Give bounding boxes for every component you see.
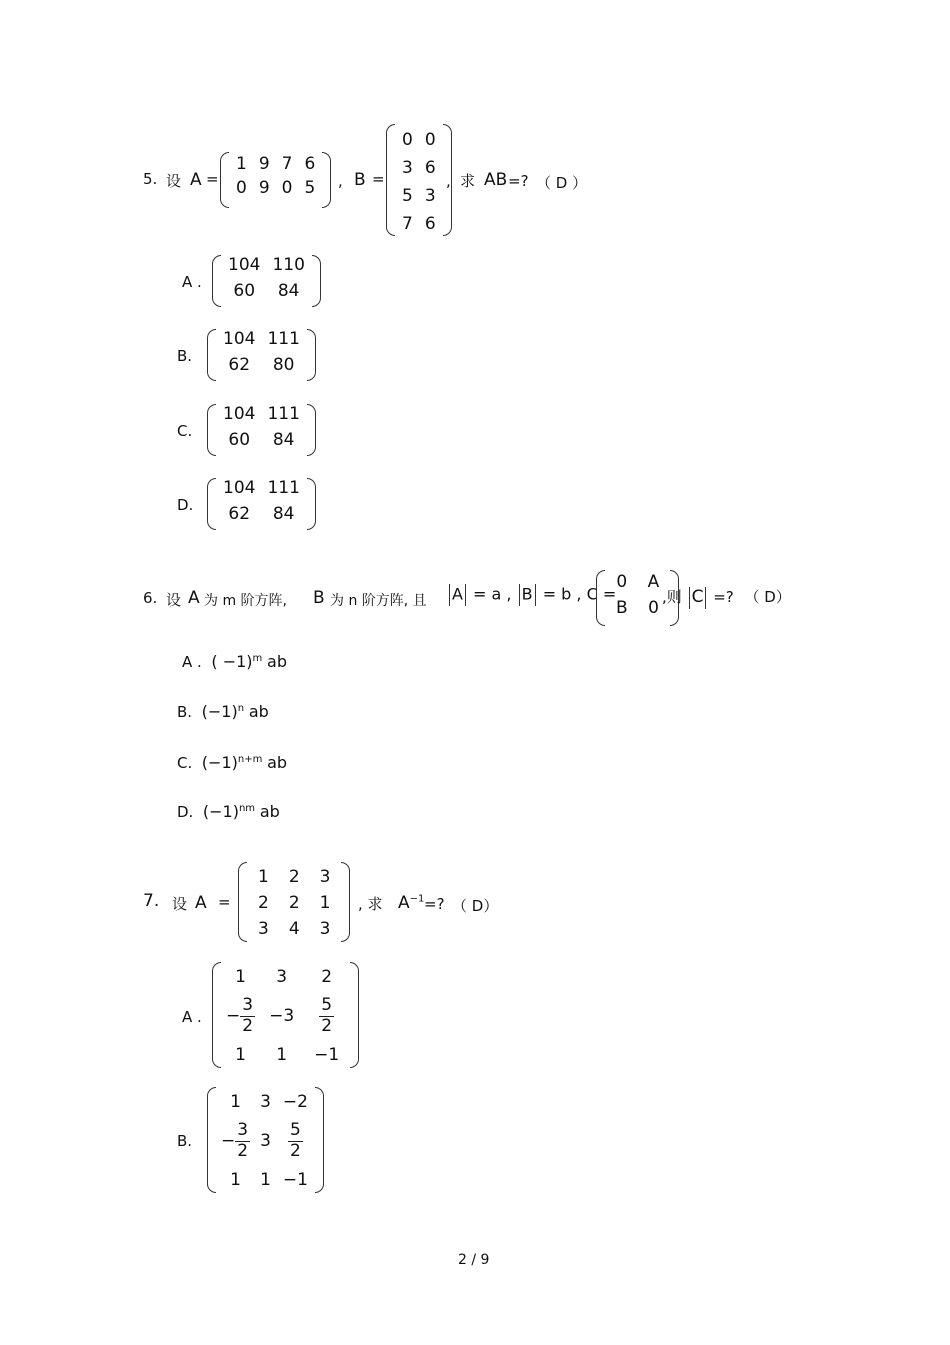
q5-ab: AB: [484, 170, 508, 190]
q6-number: 6.: [143, 589, 158, 607]
q6-option-b: [177, 702, 269, 721]
q5-option-d-label: D.: [177, 496, 194, 514]
q7-option-a-label: A .: [182, 1008, 202, 1026]
q5-answer: （ D ）: [536, 174, 588, 192]
q5-option-d-matrix: 104 111 62 84: [207, 478, 316, 530]
q6-option-d-base: (−1): [202, 802, 239, 821]
q6-eq-a: = a ,: [473, 584, 512, 604]
q6-option-b-exp: n: [237, 703, 245, 714]
q7-option-a-matrix: 1 3 2 − $\frac{3}{2}$ −3 $\frac{5}{2}$ 1 1 −1: [212, 962, 359, 1068]
q5-option-a-label: A .: [182, 273, 202, 291]
page-number: 2 / 9: [458, 1252, 490, 1268]
q5-eq: =: [206, 170, 219, 188]
q7-inv: [398, 893, 424, 913]
q7-answer: （ D）: [452, 897, 499, 915]
q6-option-d-exp: nm: [238, 803, 256, 814]
q7-a-label: A: [195, 893, 207, 913]
q6-option-a-rest: ab: [267, 652, 288, 671]
q5-eq-b: =: [372, 170, 385, 188]
q6-option-c-base: (−1): [201, 753, 238, 772]
q6-abs-a-letter: A: [452, 584, 463, 604]
q5-option-c-matrix: 104 111 60 84: [207, 404, 316, 456]
q7-tail: =?: [424, 895, 445, 913]
q7-option-b-matrix: 1 3 −2 − $\frac{3}{2}$ 3 $\frac{5}{2}$ 1 1 −1: [207, 1087, 324, 1193]
q6-a-label: A: [188, 588, 200, 608]
q6-she: 设: [166, 591, 182, 609]
q7-matrix-a: 1 2 3 2 2 1 3 4 3: [238, 862, 350, 942]
q6-ze: ,则: [662, 588, 682, 606]
q5-a-label: A: [190, 170, 202, 190]
q7-option-b-label: B.: [177, 1132, 193, 1150]
q6-option-d-rest: ab: [259, 802, 280, 821]
q6-option-d: [177, 802, 280, 821]
q5-qiu: 求: [460, 172, 476, 190]
q6-option-a: [182, 652, 287, 671]
q6-a-text: 为 m 阶方阵,: [204, 593, 287, 609]
q6-ze-part: [662, 586, 791, 609]
q7-eq: =: [218, 893, 231, 911]
q6-b-label: B: [313, 588, 325, 608]
q6-option-b-label: B.: [177, 703, 193, 721]
q6-abs-c-letter: C: [691, 587, 704, 607]
q6-abs-a: [447, 584, 616, 606]
q6-option-c: [177, 753, 287, 772]
q5-matrix-a: 1 9 7 6 0 9 0 5: [220, 152, 331, 208]
q7-inv-exp: −1: [409, 893, 425, 905]
q5-option-a-matrix: 104 110 60 84: [212, 255, 321, 307]
q6-eq-b: = b , C =: [542, 584, 617, 604]
q7-inv-base: A: [398, 893, 410, 913]
q5-she: 设: [166, 172, 182, 190]
q6-matrix-c: 0 A B 0: [596, 570, 679, 626]
q5-comma-2: ,: [446, 172, 451, 190]
q7-she: 设: [172, 895, 188, 913]
q6-option-a-base: ( −1): [211, 652, 253, 671]
q6-option-a-exp: m: [252, 653, 263, 664]
q6-abs-b-letter: B: [521, 584, 533, 604]
q6-option-c-label: C.: [177, 754, 193, 772]
q5-comma: ,: [338, 172, 343, 190]
q5-matrix-b: 0 0 3 6 5 3 7 6: [386, 124, 452, 236]
q5-option-c-label: C.: [177, 422, 193, 440]
q5-b-label: B: [354, 170, 366, 190]
q5-number: 5.: [143, 170, 158, 188]
q7-qiu: , 求: [358, 895, 383, 913]
q6-option-b-rest: ab: [248, 702, 269, 721]
q6-option-a-label: A .: [182, 653, 202, 671]
q6-option-d-label: D.: [177, 803, 194, 821]
q6-answer: （ D）: [744, 588, 791, 606]
q6-option-b-base: (−1): [201, 702, 238, 721]
q5-tail: =?: [508, 172, 529, 190]
q6-option-c-rest: ab: [267, 753, 288, 772]
q5-option-b-matrix: 104 111 62 80: [207, 329, 316, 381]
q5-option-b-label: B.: [177, 347, 193, 365]
q6-b-text: 为 n 阶方阵, 且: [330, 593, 427, 609]
q6-option-c-exp: n+m: [237, 754, 263, 765]
q6-tail: =?: [713, 588, 734, 606]
q7-number: 7.: [143, 891, 160, 911]
